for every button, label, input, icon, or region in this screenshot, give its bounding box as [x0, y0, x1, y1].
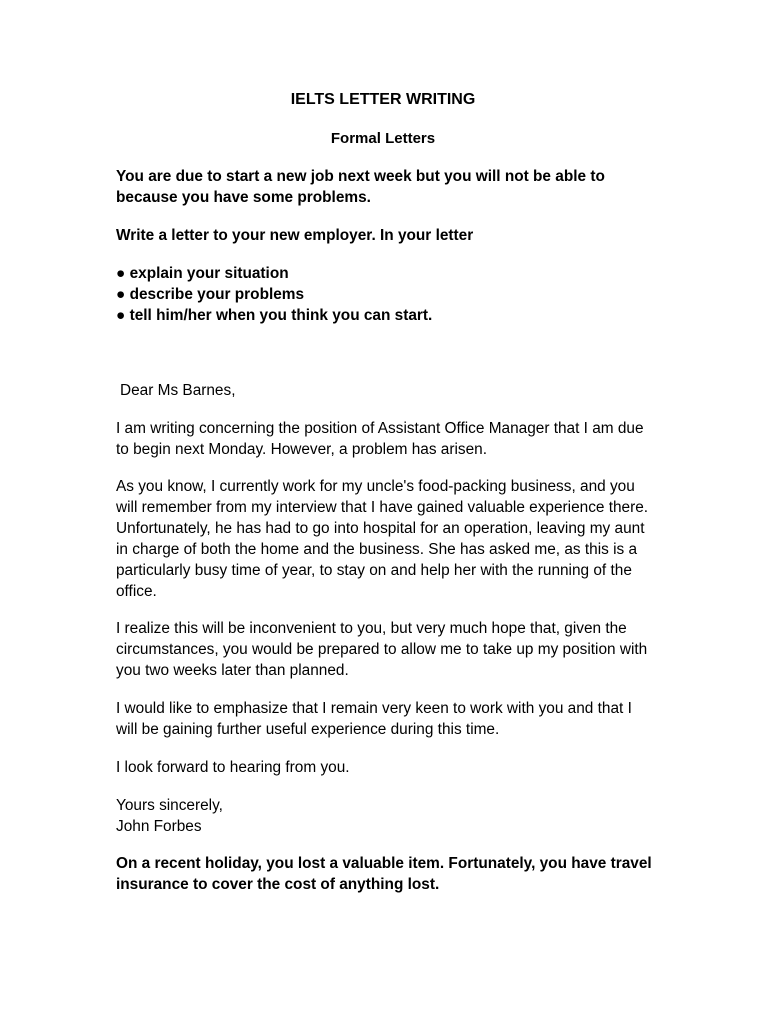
task1-bullet-list: [116, 263, 656, 326]
letter-signature: John Forbes: [116, 818, 202, 835]
letter-paragraph: I am writing concerning the position of Assistant Office Manager that I am due to begin next Monday. However, a problem has arisen.: [116, 420, 644, 458]
letter-paragraph: I would like to emphasize that I remain very keen to work with you and that I will be gaining further useful experience during this time.: [116, 700, 632, 738]
letter-paragraph: I look forward to hearing from you.: [116, 759, 350, 776]
task1-prompt: You are due to start a new job next week but you will not be able to because you have some problems.: [116, 168, 605, 206]
task1-bullet: ● tell him/her when you think you can start.: [116, 307, 433, 324]
letter-paragraph: I realize this will be inconvenient to you, but very much hope that, given the circumstances, you would be prepared to allow me to take up my position with you two weeks later than planned.: [116, 620, 648, 679]
task2-prompt: On a recent holiday, you lost a valuable item. Fortunately, you have travel insurance to cover the cost of anything lost.: [116, 855, 652, 893]
document-title: IELTS LETTER WRITING: [290, 91, 476, 108]
task1-instruction: Write a letter to your new employer. In your letter: [116, 227, 474, 244]
document-subtitle: Formal Letters: [330, 130, 436, 147]
letter-paragraph: As you know, I currently work for my uncle's food-packing business, and you will remember from my interview that I have gained valuable experience there. Unfortunately, he has had to go into hospital for an operation, leaving my aunt in charge of both the home and the business. She has asked me, as this is a particularly busy time of year, to stay on and help her with the running of the office.: [116, 478, 649, 600]
letter-closing: Yours sincerely,: [116, 797, 223, 814]
task1-bullet: ● explain your situation: [116, 265, 289, 282]
task1-bullet: ● describe your problems: [116, 286, 305, 303]
letter-salutation: Dear Ms Barnes,: [120, 382, 236, 399]
